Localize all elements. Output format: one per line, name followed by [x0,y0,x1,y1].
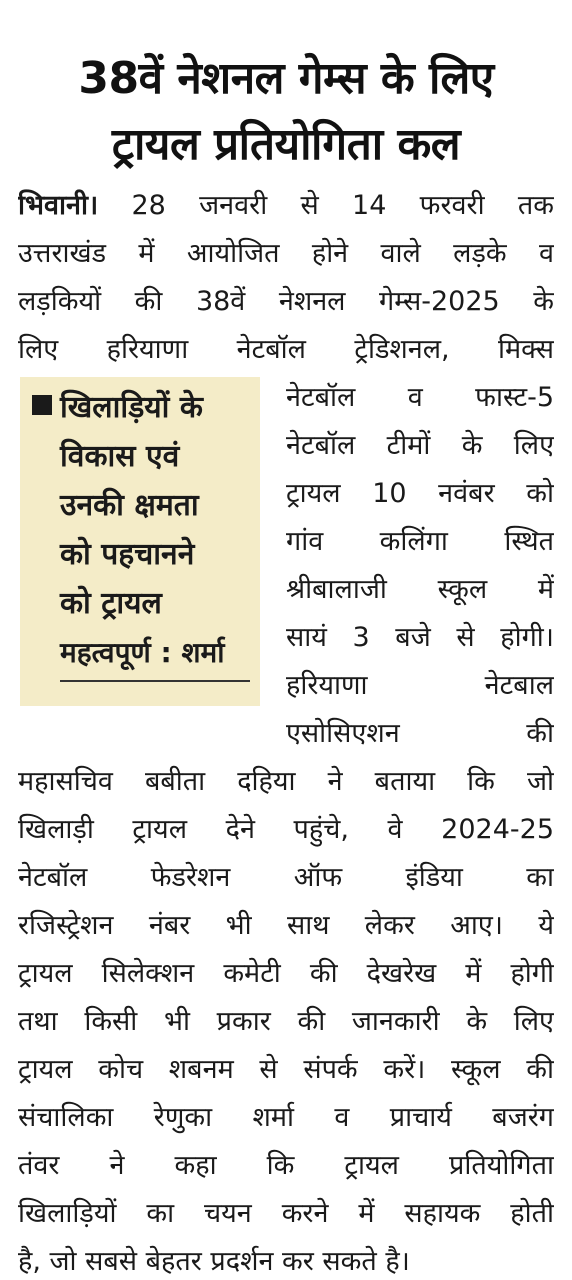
pull-quote-line-1: खिलाड़ियों के [60,390,203,425]
wrap-line-8: एसोसिएशन की [286,718,554,749]
dateline: भिवानी। [18,190,99,221]
full-line-10: खिलाड़ियों का चयन करने में सहायक होती [18,1198,554,1229]
full-line-4: रजिस्ट्रेशन नंबर भी साथ लेकर आए। ये [18,910,554,941]
wrap-line-3: ट्रायल 10 नवंबर को [286,478,554,509]
square-bullet-icon [32,395,52,415]
body-line-1-text: 28 जनवरी से 14 फरवरी तक [98,190,554,221]
headline-line-2: ट्रायल प्रतियोगिता कल [111,119,461,170]
wrap-line-2: नेटबॉल टीमों के लिए [286,430,554,461]
full-line-5: ट्रायल सिलेक्शन कमेटी की देखरेख में होगी [18,958,554,989]
full-line-1: महासचिव बबीता दहिया ने बताया कि जो [18,766,554,797]
pull-quote-line-6: महत्वपूर्ण : शर्मा [60,636,225,669]
full-line-11: है, जो सबसे बेहतर प्रदर्शन कर सकते है। [18,1246,410,1277]
wrap-line-4: गांव कलिंगा स्थित [286,526,554,557]
headline-line-1: 38वें नेशनल गेम्स के लिए [78,53,494,104]
pull-quote-line-2: विकास एवं [60,439,180,474]
full-line-2: खिलाड़ी ट्रायल देने पहुंचे, वे 2024-25 [18,814,554,845]
wrap-line-6: सायं 3 बजे से होगी। [286,622,554,653]
body-line-3: लड़कियों की 38वें नेशनल गेम्स-2025 के [18,286,554,317]
body-line-1 [18,182,554,230]
full-line-9: तंवर ने कहा कि ट्रायल प्रतियोगिता [18,1150,554,1181]
wrap-line-1: नेटबॉल व फास्ट-5 [286,382,554,413]
full-line-6: तथा किसी भी प्रकार की जानकारी के लिए [18,1006,554,1037]
pull-quote-line-4: को पहचानने [60,537,195,572]
headline [0,46,572,178]
body-line-4: लिए हरियाणा नेटबॉल ट्रेडिशनल, मिक्स [18,334,554,365]
full-line-7: ट्रायल कोच शबनम से संपर्क करें। स्कूल की [18,1054,554,1085]
wrap-line-5: श्रीबालाजी स्कूल में [286,574,554,605]
pull-quote-line-5: को ट्रायल [60,586,162,621]
pull-quote-line-3: उनकी क्षमता [60,488,199,523]
body-line-2: उत्तराखंड में आयोजित होने वाले लड़के व [18,238,554,269]
full-line-3: नेटबॉल फेडरेशन ऑफ इंडिया का [18,862,554,893]
wrap-line-7: हरियाणा नेटबाल [286,670,554,701]
full-line-8: संचालिका रेणुका शर्मा व प्राचार्य बजरंग [18,1102,554,1133]
pull-quote-rule [60,680,250,682]
